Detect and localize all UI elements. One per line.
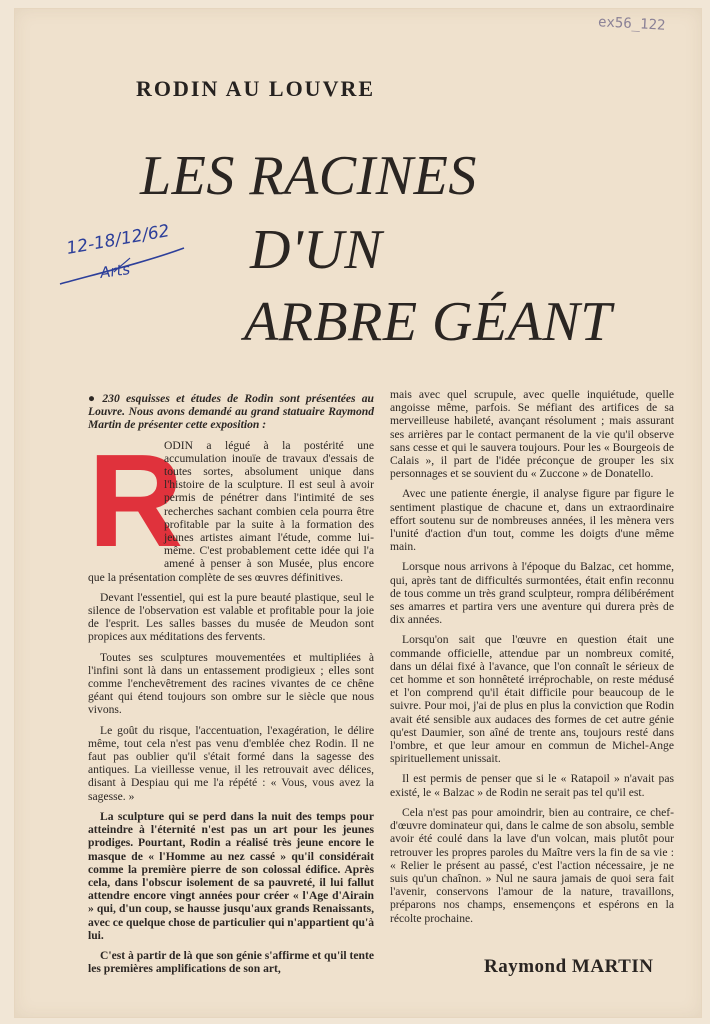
author-signature: Raymond MARTIN xyxy=(484,956,654,977)
paragraph: Lorsque nous arrivons à l'époque du Balzac, cet homme, qui, après tant de difficultés surmontées, était enfin reconnu de tous comme un très grand sculpteur, rompra délibérément ses amarres et partira vers une aventure qui durera près de dix années. xyxy=(390,560,674,627)
paragraph: Lorsqu'on sait que l'œuvre en question était une commande officielle, attendue par un nombreux comité, dans un délai fixé à l'avance, que l'on connaît le sérieux de cet homme et son honnêteté irréprochable, on reste médusé et l'on comprend qu'il était difficile pour beaucoup de le suivre. Pour moi, j'ai de plus en plus la conviction que Rodin avait été sensible aux audaces des formes de cet autre génie qu'est Daumier, son aîné de trente ans, toujours resté dans l'ombre, et que leur amour en commun de Michel-Ange spirituellement unissait. xyxy=(390,633,674,766)
archive-reference: ex56_122 xyxy=(597,14,666,34)
paragraph: ODIN a légué à la postérité une accumulation inouïe de travaux d'essais de toutes sortes, absolument unique dans l'histoire de la sculpture. Il est seul à avoir permis de pénétrer dans l'intimité de ses recherches sachant combien cela pourra être profitable par la suite à la formation des jeunes artistes aimant l'étude, comme lui-même. C'est probablement cette idée qui l'a amené à penser à son Musée, plus encore que la présentation complète de ses œuvres définitives. xyxy=(88,438,374,584)
title-line-3: ARBRE GÉANT xyxy=(244,291,612,353)
kicker-heading: RODIN AU LOUVRE xyxy=(136,76,376,101)
title-line-2: D'UN xyxy=(250,219,383,281)
paragraph: Avec une patiente énergie, il analyse figure par figure le sentiment plastique de chacune et, dans un extraordinaire effort soutenu sur de nombreuses années, il les mènera vers l'unité d'action d'un tout, comme les doigts d'une même main. xyxy=(390,487,674,554)
title-line-1: LES RACINES xyxy=(140,145,477,207)
paragraph: La sculpture qui se perd dans la nuit des temps pour atteindre à l'éternité n'est pas un art pour les jeunes prodiges. Pourtant, Rodin a réalisé très jeune encore le masque de « l'Homme au nez cassé » qu'il considérait comme la première pierre de son colossal édifice. Après cela, dans l'obscur isolement de sa pauvreté, il lui fallut attendre encore vingt années pour créer « l'Age d'Airain » qui, d'un coup, se hausse jusqu'aux grands Renaissants, avec ce quelque chose de particulier qui n'appartient qu'à lui. xyxy=(88,809,374,942)
paragraph: Toutes ses sculptures mouvementées et multipliées à l'infini sont là dans un entassement prodigieux ; elles sont comme l'enchevêtrement des racines vivantes de ce chêne géant qui étend toujours son ombre sur le siècle que nous vivons. xyxy=(88,650,374,717)
right-column xyxy=(390,388,674,932)
handwritten-annotation xyxy=(56,222,186,292)
paragraph: Cela n'est pas pour amoindrir, bien au contraire, ce chef-d'œuvre dominateur qui, dans le calme de son absolu, semble avoir été coulé dans la lave d'un volcan, mais plutôt pour retrouver les propres paroles du Maître vers la fin de sa vie : « Relier le présent au passé, c'est l'action nécessaire, je ne suis qu'un chaînon. » Nul ne saura jamais de quoi sera fait l'avenir, conservons l'amour de la nature, travaillons, préparons nos champs, ensemençons et espérons en la récolte prochaine. xyxy=(390,805,674,925)
intro-paragraph: ● 230 esquisses et études de Rodin sont présentées au Louvre. Nous avons demandé au grand statuaire Raymond Martin de présenter cette exposition : xyxy=(88,392,375,432)
paragraph: C'est à partir de là que son génie s'affirme et qu'il tente les premières amplifications de son art, xyxy=(88,948,374,976)
drop-cap: R xyxy=(88,426,184,574)
paragraph: mais avec quel scrupule, avec quelle inquiétude, quelle angoisse même, parfois. Se méfiant des artifices de sa merveilleuse habileté, avançant résolument ; mais assurant ses arrières par le contact permanent de la vie qu'il observe sans cesse et qui le sauvera toujours. Pour les « Bourgeois de Calais », il part de l'idée préconçue de grouper les six personnages et se souvient du « Zuccone » de Donatello. xyxy=(390,388,674,481)
paragraph: Le goût du risque, l'accentuation, l'exagération, le délire même, tout cela n'est pas venu d'emblée chez Rodin. Il ne faut pas oublier qu'il s'était formé dans la sagesse des antiques. La vieillesse venue, il les retrouvait avec délices, disant à Despiau qui me l'a répété : « Vous, vous avez la sagesse. » xyxy=(88,723,374,803)
bullet-icon: ● xyxy=(88,392,99,405)
left-column xyxy=(88,392,374,982)
handwritten-initials: Arts xyxy=(98,259,132,283)
paragraph: Il est permis de penser que si le « Ratapoil » n'avait pas existé, le « Balzac » de Rodin ne serait pas tel qu'il est. xyxy=(390,772,674,799)
paragraph: Devant l'essentiel, qui est la pure beauté plastique, seul le silence de l'observation est valable et profitable pour la joie de l'esprit. Les salles basses du musée de Meudon sont propices aux méditations des fervents. xyxy=(88,590,374,644)
handwritten-date: 12-18/12/62 xyxy=(65,221,172,259)
